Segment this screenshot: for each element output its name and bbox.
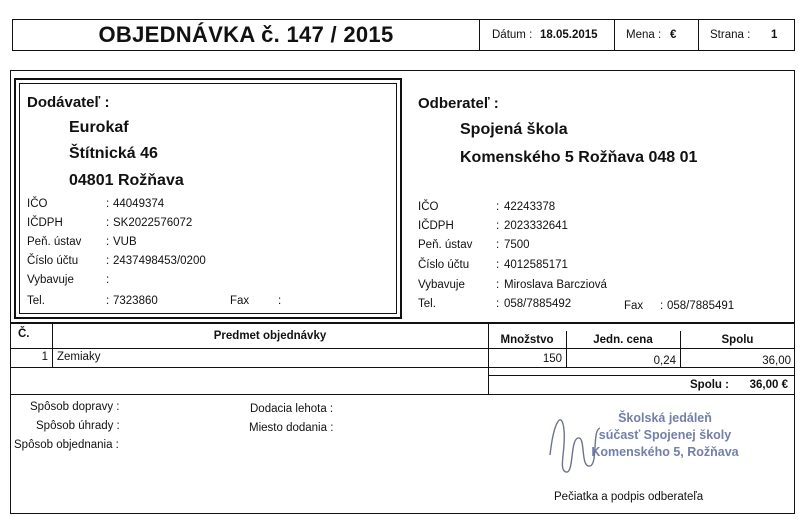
order-method-label: Spôsob objednania : — [14, 439, 119, 451]
supplier-field-colon: : — [106, 236, 110, 248]
customer-field-colon: : — [496, 239, 500, 251]
supplier-field-colon: : — [106, 217, 110, 229]
customer-field-label: IČDPH — [418, 220, 454, 232]
customer-field-value: 4012585171 — [504, 259, 568, 271]
supplier-fax-colon: : — [278, 295, 282, 307]
supplier-name: Eurokaf — [69, 119, 129, 136]
supplier-tel-label: Tel. — [27, 295, 45, 307]
customer-field-colon: : — [496, 220, 500, 232]
row-total: 36,00 — [762, 355, 791, 367]
supplier-field-label: Peň. ústav — [27, 236, 82, 248]
supplier-city: 04801 Rožňava — [69, 172, 184, 189]
customer-field-value: 42243378 — [504, 201, 556, 213]
supplier-field-value: VUB — [113, 236, 137, 248]
supplier-field-colon: : — [106, 198, 110, 210]
customer-fax-colon: : — [660, 300, 664, 312]
page-box — [698, 19, 795, 51]
payment-label: Spôsob úhrady : — [36, 420, 120, 432]
row-qty: 150 — [542, 353, 562, 365]
supplier-field-value: 44049374 — [113, 198, 165, 210]
customer-tel-label: Tel. — [418, 298, 436, 310]
stamp-line: Školská jedáleň — [618, 411, 712, 425]
table-header-rule — [10, 348, 795, 349]
customer-field-label: Peň. ústav — [418, 239, 473, 251]
date-value: 18.05.2015 — [540, 29, 598, 41]
col-header-qty: Množstvo — [500, 334, 554, 346]
customer-field-colon: : — [496, 279, 500, 291]
col-header-num: Č. — [18, 328, 30, 340]
supplier-field-colon: : — [106, 274, 110, 286]
customer-field-label: Číslo účtu — [418, 259, 470, 271]
table-row-rule — [10, 367, 795, 368]
date-box — [479, 19, 615, 51]
col-header-unit-price: Jedn. cena — [593, 334, 653, 346]
customer-name: Spojená škola — [460, 121, 568, 138]
currency-box — [614, 19, 699, 51]
supplier-street: Štítnická 46 — [69, 145, 158, 162]
customer-field-value: 7500 — [504, 239, 530, 251]
supplier-box — [14, 78, 402, 319]
supplier-inner-border — [19, 83, 397, 314]
customer-field-label: IČO — [418, 201, 439, 213]
supplier-tel-colon: : — [106, 295, 110, 307]
supplier-field-value: 2437498453/0200 — [113, 255, 206, 267]
customer-address: Komenského 5 Rožňava 048 01 — [460, 149, 698, 166]
delivery-place-label: Miesto dodania : — [249, 422, 334, 434]
supplier-heading: Dodávateľ : — [27, 94, 110, 111]
supplier-field-value: SK2022576072 — [113, 217, 193, 229]
customer-tel-value: 058/7885492 — [504, 298, 572, 310]
customer-fax-value: 058/7885491 — [667, 300, 735, 312]
signature-label: Pečiatka a podpis odberateľa — [554, 491, 704, 503]
customer-heading: Odberateľ : — [418, 95, 499, 112]
customer-field-value: 2023332641 — [504, 220, 568, 232]
supplier-field-label: IČO — [27, 198, 48, 210]
col-header-item: Predmet objednávky — [213, 330, 327, 342]
stamp-line: Komenského 5, Rožňava — [591, 445, 739, 459]
customer-field-value: Miroslava Barcziová — [504, 279, 607, 291]
table-sum-rule — [488, 375, 795, 376]
stamp-line: súčasť Spojenej školy — [598, 428, 732, 442]
supplier-fax-label: Fax — [230, 295, 250, 307]
supplier-field-label: IČDPH — [27, 217, 63, 229]
supplier-field-label: Vybavuje — [27, 274, 74, 286]
order-title: OBJEDNÁVKA č. 147 / 2015 — [98, 22, 394, 47]
page-label: Strana : — [710, 29, 751, 41]
date-label: Dátum : — [492, 29, 533, 41]
sum-label: Spolu : — [690, 379, 729, 391]
customer-field-colon: : — [496, 259, 500, 271]
order-title-box — [12, 19, 480, 51]
currency-label: Mena : — [626, 29, 662, 41]
row-item: Zemiaky — [57, 351, 101, 363]
col-header-total: Spolu — [721, 334, 754, 346]
row-num: 1 — [41, 351, 48, 363]
sum-value: 36,00 € — [749, 379, 788, 391]
supplier-tel-value: 7323860 — [113, 295, 158, 307]
currency-value: € — [670, 29, 677, 41]
customer-field-colon: : — [496, 201, 500, 213]
stamp-text — [560, 410, 770, 461]
supplier-field-colon: : — [106, 255, 110, 267]
delivery-deadline-label: Dodacia lehota : — [250, 403, 334, 415]
customer-fax-label: Fax — [624, 300, 644, 312]
transport-label: Spôsob dopravy : — [30, 401, 120, 413]
page-value: 1 — [771, 29, 778, 41]
customer-field-label: Vybavuje — [418, 279, 465, 291]
customer-tel-colon: : — [496, 298, 500, 310]
row-unit-price: 0,24 — [653, 355, 676, 367]
supplier-field-label: Číslo účtu — [27, 255, 79, 267]
